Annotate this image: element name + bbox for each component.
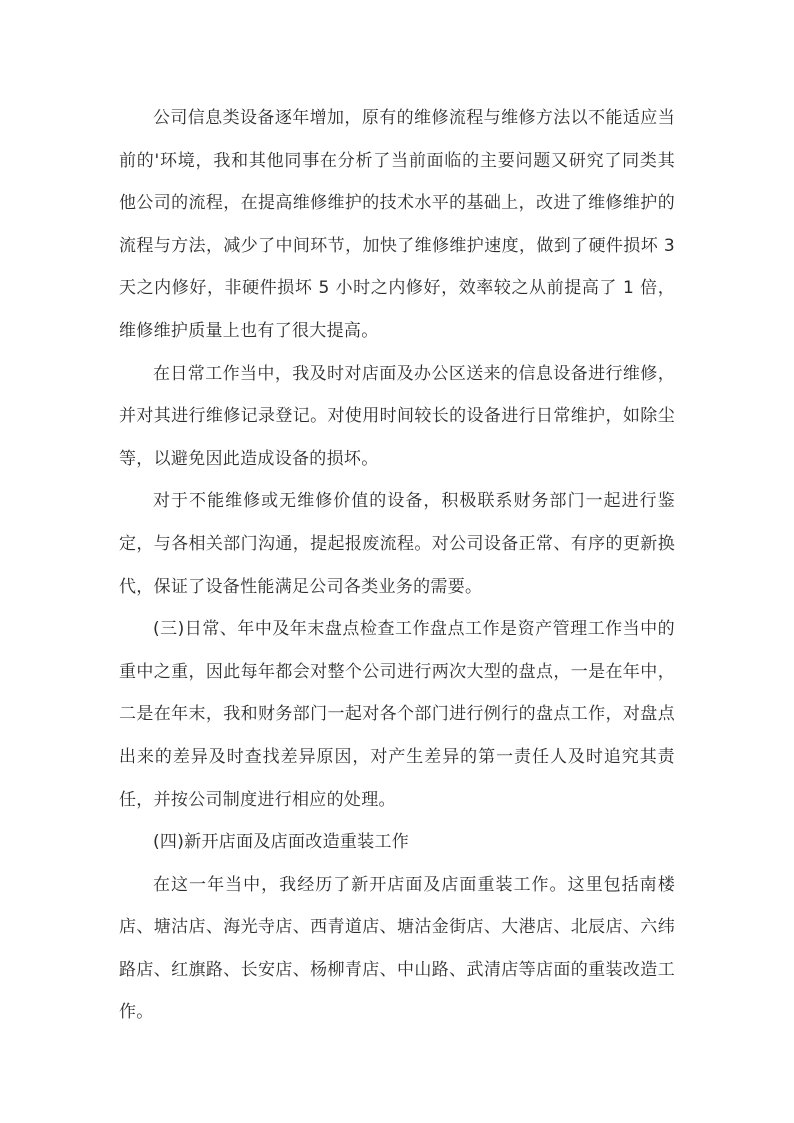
document-body bbox=[119, 97, 675, 1034]
paragraph-store-renovation: 在这一年当中，我经历了新开店面及店面重装工作。这里包括南楼店、塘沽店、海光寺店、西青道店、塘沽金街店、大港店、北辰店、六纬路店、红旗路、长安店、杨柳青店、中山路、武清店等店面的重装改造工作。 bbox=[119, 874, 675, 1023]
paragraph-equipment-disposal: 对于不能维修或无维修价值的设备，积极联系财务部门一起进行鉴定，与各相关部门沟通，提起报废流程。对公司设备正常、有序的更新换代，保证了设备性能满足公司各类业务的需要。 bbox=[119, 491, 675, 597]
paragraph-inventory-check: (三)日常、年中及年末盘点检查工作盘点工作是资产管理工作当中的重中之重，因此每年都会对整个公司进行两次大型的盘点，一是在年中，二是在年末，我和财务部门一起对各个部门进行例行的盘点工作，对盘点出来的差异及时查找差异原因，对产生差异的第一责任人及时追究其责任，并按公司制度进行相应的处理。 bbox=[119, 619, 675, 810]
paragraph-daily-maintenance: 在日常工作当中，我及时对店面及办公区送来的信息设备进行维修，并对其进行维修记录登记。对使用时间较长的设备进行日常维护，如除尘等，以避免因此造成设备的损坏。 bbox=[119, 363, 675, 469]
paragraph-maintenance-process: 公司信息类设备逐年增加，原有的维修流程与维修方法以不能适应当前的'环境，我和其他同事在分析了当前面临的主要问题又研究了同类其他公司的流程，在提高维修维护的技术水平的基础上，改进了维修维护的流程与方法，减少了中间环节，加快了维修维护速度，做到了硬件损坏 3 天之内修好，非硬件损坏 5 小时之内修好，效率较之从前提高了 1 倍，维修维护质量上也有了很大提高。 bbox=[119, 108, 675, 341]
section-heading-store-renovation: (四)新开店面及店面改造重装工作 bbox=[153, 832, 410, 853]
